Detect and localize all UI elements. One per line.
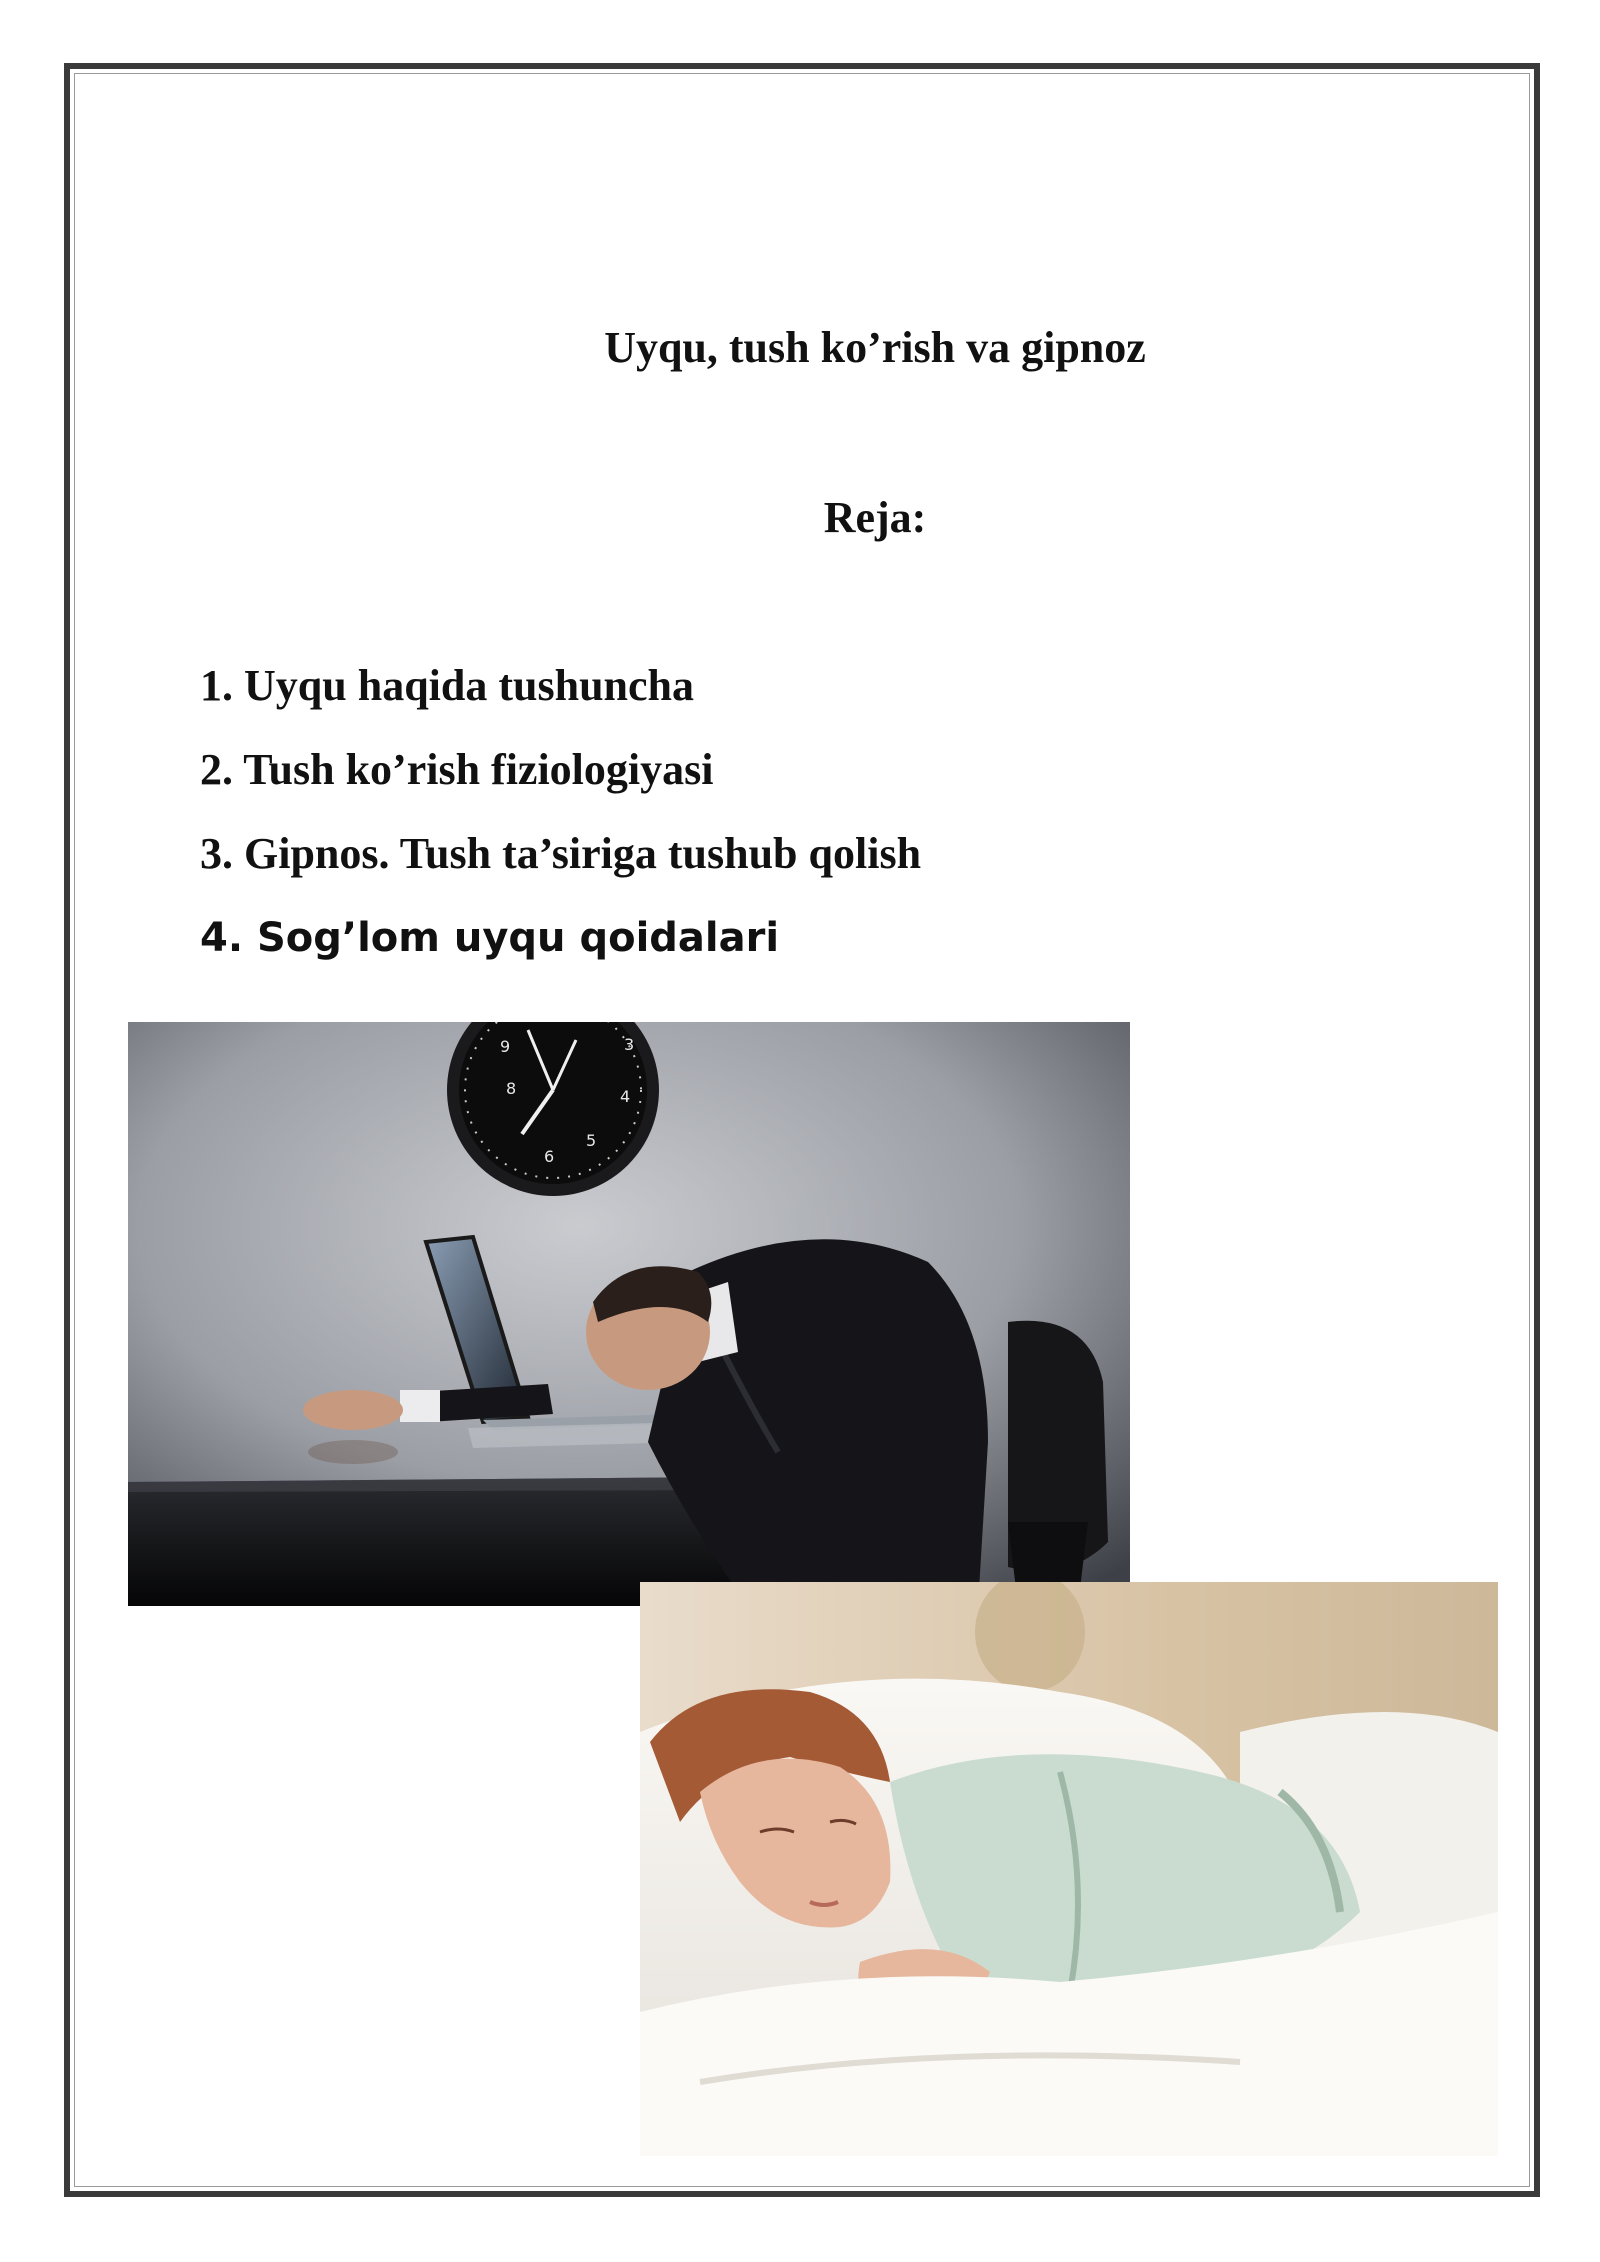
plan-heading: Reja: (823, 493, 927, 542)
document-title: Uyqu, tush ko’rish va gipnoz (604, 323, 1146, 372)
clock-numeral: 8 (506, 1079, 517, 1098)
man-asleep-at-desk-photo (128, 1022, 1130, 1606)
clock-numeral: 4 (620, 1087, 631, 1106)
clock-numeral: 5 (586, 1131, 597, 1150)
plan-item-4: 4. Sog’lom uyqu qoidalari (200, 915, 780, 961)
plan-list (200, 652, 921, 988)
clock-numeral: 9 (500, 1037, 511, 1056)
clock-numeral: 6 (544, 1147, 555, 1166)
plan-item-3: 3. Gipnos. Tush ta’siriga tushub qolish (200, 829, 922, 878)
plan-item-1: 1. Uyqu haqida tushuncha (200, 661, 695, 710)
woman-asleep-in-bed-photo (640, 1582, 1498, 2156)
plan-item-2: 2. Tush ko’rish fiziologiyasi (200, 745, 714, 794)
clock-numeral: 3 (624, 1035, 635, 1054)
